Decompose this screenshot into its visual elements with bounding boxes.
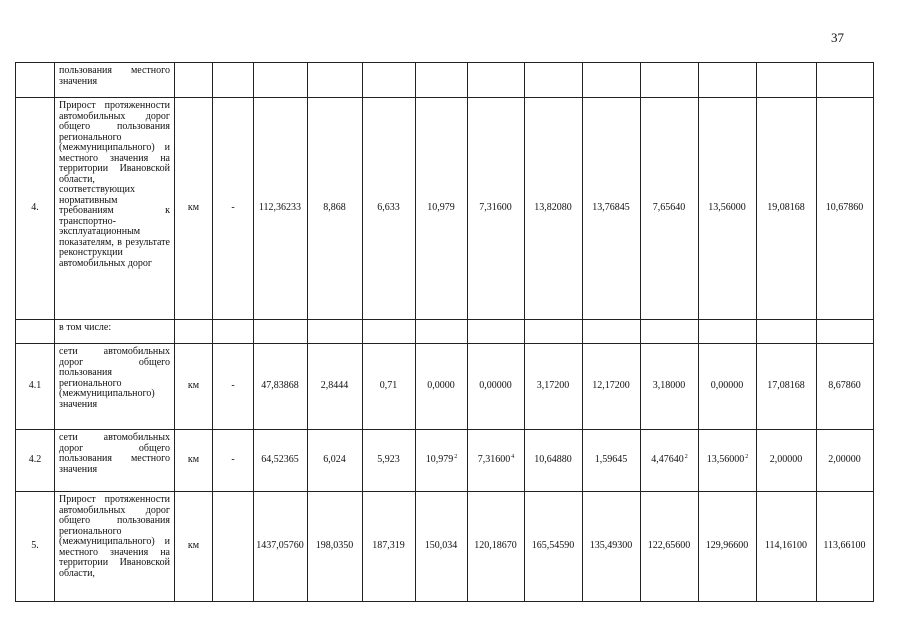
value-cell	[525, 98, 583, 320]
value-cell	[363, 430, 416, 492]
unit-cell: км	[175, 344, 213, 430]
table-row	[16, 98, 874, 320]
value-cell	[254, 98, 308, 320]
table-row	[16, 430, 874, 492]
value-cell	[416, 63, 468, 98]
value-cell	[308, 320, 363, 344]
value-text: 2,8444	[320, 380, 349, 392]
value-text: 129,96600	[705, 540, 749, 552]
value-cell	[583, 98, 641, 320]
value-text: 17,08168	[767, 380, 805, 392]
value-text: 13,56000	[708, 202, 746, 214]
value-cell	[363, 344, 416, 430]
value-cell	[817, 430, 874, 492]
value-cell	[254, 430, 308, 492]
footnote-marker: 2	[684, 453, 688, 460]
value-text: 6,024	[323, 454, 346, 466]
base-value-cell: -	[213, 430, 254, 492]
value-cell	[254, 320, 308, 344]
base-value-cell: -	[213, 344, 254, 430]
value-text: 2,00000	[769, 454, 803, 466]
value-cell	[525, 63, 583, 98]
value-text: 0,00000	[710, 380, 744, 392]
value-text: 2,00000	[828, 454, 861, 466]
value-cell	[641, 492, 699, 602]
unit-cell	[175, 320, 213, 344]
value-cell	[583, 344, 641, 430]
value-cell	[525, 344, 583, 430]
value-cell	[416, 98, 468, 320]
value-cell	[416, 320, 468, 344]
value-cell	[468, 98, 525, 320]
value-cell	[757, 344, 817, 430]
value-text: 10,979	[425, 454, 454, 466]
value-cell	[757, 492, 817, 602]
unit-cell: км	[175, 98, 213, 320]
value-cell	[641, 98, 699, 320]
indicators-table	[15, 62, 874, 602]
value-text: 3,17200	[536, 380, 570, 392]
unit-cell	[175, 63, 213, 98]
value-cell	[254, 344, 308, 430]
value-text: 47,83868	[261, 380, 299, 392]
value-cell	[817, 344, 874, 430]
value-text: 135,49300	[589, 540, 633, 552]
value-cell	[416, 344, 468, 430]
value-cell	[699, 63, 757, 98]
indicator-description: сети автомобильных дорог общего пользования регионального (межмуниципального) значения	[55, 344, 175, 430]
value-text: 0,00000	[479, 380, 512, 392]
value-text: 6,633	[377, 202, 400, 214]
unit-cell: км	[175, 430, 213, 492]
value-cell	[583, 430, 641, 492]
row-number: 4.	[16, 98, 55, 320]
value-cell	[817, 63, 874, 98]
value-cell	[757, 320, 817, 344]
page-number: 37	[831, 30, 844, 45]
value-cell	[641, 320, 699, 344]
value-cell	[641, 344, 699, 430]
value-cell	[699, 430, 757, 492]
value-text: 8,868	[323, 202, 346, 214]
row-number: 4.2	[16, 430, 55, 492]
value-cell	[363, 63, 416, 98]
value-text: 19,08168	[767, 202, 805, 214]
value-cell	[254, 63, 308, 98]
value-cell	[583, 320, 641, 344]
value-text: 12,17200	[592, 380, 630, 392]
value-cell	[525, 492, 583, 602]
base-value-cell	[213, 492, 254, 602]
value-text: 10,979	[427, 202, 455, 214]
value-cell	[525, 430, 583, 492]
value-text: 4,47640	[651, 454, 684, 466]
value-cell	[757, 63, 817, 98]
value-text: 165,54590	[531, 540, 575, 552]
value-cell	[641, 63, 699, 98]
value-cell	[468, 63, 525, 98]
value-text: 1437,05760	[256, 540, 304, 552]
value-text: 1,59645	[594, 454, 628, 466]
value-text: 10,67860	[825, 202, 864, 214]
value-text: 113,66100	[823, 540, 866, 552]
indicator-description: Прирост протяженности автомобильных дорог общего пользования регионального (межмуниципального) и местного значения на территории Ивановской области, соответствующих нормативным требованиям к транспортно-эксплуатационным показателям, в результате реконструкции автомобильных дорог	[55, 98, 175, 320]
value-cell	[757, 430, 817, 492]
value-cell	[468, 344, 525, 430]
value-text: 122,65600	[647, 540, 691, 552]
base-value-cell	[213, 63, 254, 98]
value-cell	[416, 492, 468, 602]
value-text: 198,0350	[315, 540, 354, 552]
value-cell	[254, 492, 308, 602]
value-cell	[699, 492, 757, 602]
value-cell	[363, 492, 416, 602]
value-text: 13,56000	[706, 454, 745, 466]
value-text: 13,76845	[592, 202, 630, 214]
table-row	[16, 320, 874, 344]
row-number: 5.	[16, 492, 55, 602]
table-row	[16, 492, 874, 602]
value-cell	[308, 430, 363, 492]
value-text: 0,71	[379, 380, 398, 392]
value-text: 5,923	[377, 454, 400, 466]
value-text: 7,31600	[477, 454, 511, 466]
value-cell	[363, 320, 416, 344]
indicator-description: сети автомобильных дорог общего пользования местного значения	[55, 430, 175, 492]
unit-cell: км	[175, 492, 213, 602]
row-number	[16, 63, 55, 98]
value-cell	[817, 98, 874, 320]
table-row	[16, 63, 874, 98]
row-number: 4.1	[16, 344, 55, 430]
value-cell	[416, 430, 468, 492]
value-cell	[641, 430, 699, 492]
footnote-marker: 4	[511, 453, 515, 460]
value-text: 13,82080	[534, 202, 572, 214]
indicator-description: в том числе:	[55, 320, 175, 344]
value-cell	[699, 320, 757, 344]
value-cell	[308, 492, 363, 602]
value-text: 0,0000	[427, 380, 455, 392]
value-text: 3,18000	[652, 380, 686, 392]
base-value-cell: -	[213, 98, 254, 320]
value-cell	[699, 344, 757, 430]
value-text: 187,319	[372, 540, 405, 552]
value-cell	[468, 430, 525, 492]
value-text: 150,034	[424, 540, 458, 552]
value-cell	[308, 98, 363, 320]
footnote-marker: 2	[745, 453, 749, 460]
value-text: 10,64880	[534, 454, 572, 466]
footnote-marker: 2	[454, 453, 458, 460]
value-cell	[363, 98, 416, 320]
value-text: 114,16100	[764, 540, 808, 552]
value-cell	[817, 320, 874, 344]
value-cell	[468, 320, 525, 344]
value-cell	[525, 320, 583, 344]
value-cell	[308, 344, 363, 430]
indicator-description: пользования местного значения	[55, 63, 175, 98]
value-cell	[817, 492, 874, 602]
row-number	[16, 320, 55, 344]
table-row	[16, 344, 874, 430]
value-text: 120,18670	[474, 540, 517, 552]
base-value-cell	[213, 320, 254, 344]
value-text: 7,31600	[479, 202, 512, 214]
value-text: 7,65640	[652, 202, 686, 214]
value-cell	[308, 63, 363, 98]
value-cell	[583, 63, 641, 98]
value-cell	[699, 98, 757, 320]
value-text: 8,67860	[828, 380, 861, 392]
value-cell	[468, 492, 525, 602]
value-text: 112,36233	[258, 202, 302, 214]
value-text: 64,52365	[261, 454, 299, 466]
value-cell	[757, 98, 817, 320]
value-cell	[583, 492, 641, 602]
indicator-description: Прирост протяженности автомобильных дорог общего пользования регионального (межмуниципального) и местного значения на территории Ивановской области,	[55, 492, 175, 602]
